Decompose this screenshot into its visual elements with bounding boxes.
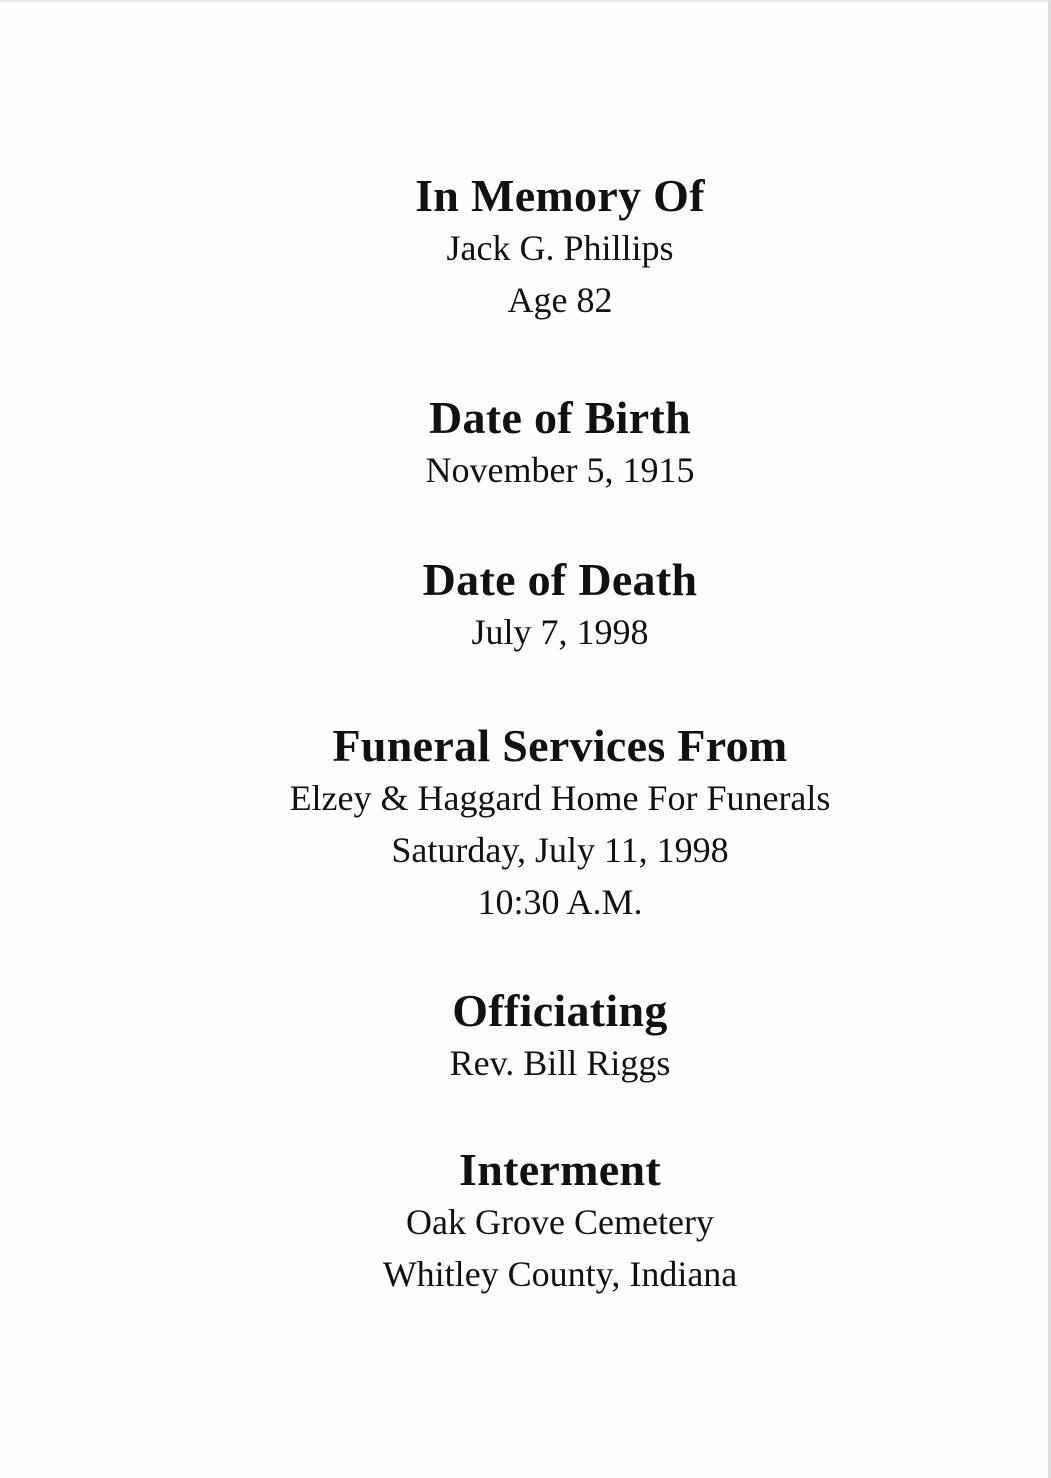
in-memory-section [0,170,1051,326]
date-of-death-heading: Date of Death [422,554,698,605]
date-of-birth-section [0,392,1051,496]
deceased-age: Age 82 [507,280,613,320]
officiating-section [0,985,1051,1089]
cemetery-name: Oak Grove Cemetery [406,1202,714,1242]
funeral-services-section [0,720,1051,928]
date-of-birth-heading: Date of Birth [429,392,691,443]
deceased-name: Jack G. Phillips [446,228,674,268]
interment-section [0,1144,1051,1300]
funeral-services-heading: Funeral Services From [332,720,788,771]
interment-heading: Interment [459,1144,661,1195]
cemetery-location: Whitley County, Indiana [382,1254,738,1294]
date-of-death-section [0,554,1051,658]
funeral-home-name: Elzey & Haggard Home For Funerals [289,778,831,818]
date-of-birth-value: November 5, 1915 [425,450,695,490]
date-of-death-value: July 7, 1998 [471,612,649,652]
funeral-time: 10:30 A.M. [477,882,643,922]
in-memory-heading: In Memory Of [415,170,705,221]
officiating-heading: Officiating [452,985,668,1036]
officiant-name: Rev. Bill Riggs [449,1043,671,1083]
funeral-date: Saturday, July 11, 1998 [391,830,729,870]
